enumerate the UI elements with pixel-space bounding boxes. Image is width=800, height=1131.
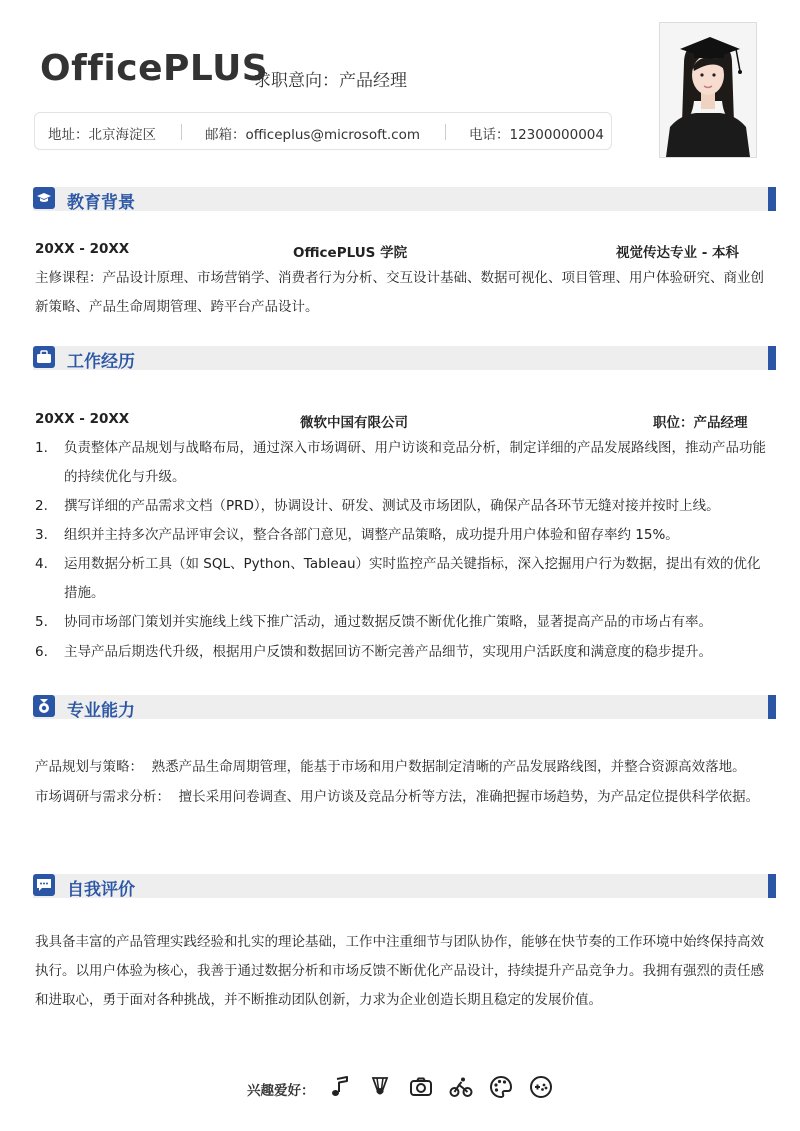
briefcase-icon [33, 346, 55, 368]
badminton-icon [368, 1075, 392, 1099]
item-text: 协同市场部门策划并实施线上线下推广活动，通过数据反馈不断优化推广策略，显著提高产品的市场占有率。 [64, 614, 712, 630]
email[interactable]: 邮箱：officeplus@microsoft.com [205, 127, 421, 143]
section-title: 专业能力 [67, 701, 135, 721]
item-number: 5. [35, 614, 48, 630]
section-marker [768, 346, 776, 370]
item-text: 主导产品后期迭代升级，根据用户反馈和数据回访不断完善产品细节，实现用户活跃度和满意度的稳步提升。 [64, 644, 712, 660]
phone: 电话：12300000004 [469, 127, 604, 143]
section-skills-header [33, 695, 776, 719]
gaming-icon [529, 1075, 553, 1099]
profile-photo [659, 22, 757, 158]
hobbies-label: 兴趣爱好： [247, 1083, 315, 1099]
contact-bar [34, 112, 612, 150]
item-number: 6. [35, 644, 48, 660]
company-name: 微软中国有限公司 [300, 415, 408, 431]
item-text: 负责整体产品规划与战略布局，通过深入市场调研、用户访谈和竞品分析，制定详细的产品发展路线图，推动产品功能的持续优化与升级。 [64, 440, 766, 485]
medal-icon [33, 695, 55, 717]
item-number: 4. [35, 556, 48, 572]
section-self-header [33, 874, 776, 898]
position: 职位：产品经理 [653, 415, 748, 431]
item-text: 撰写详细的产品需求文档（PRD），协调设计、研发、测试及市场团队，确保产品各环节无缝对接并按时上线。 [64, 498, 720, 514]
cycling-icon [449, 1075, 473, 1099]
work-period: 20XX - 20XX [35, 411, 130, 427]
section-title: 教育背景 [67, 193, 135, 213]
self-evaluation: 我具备丰富的产品管理实践经验和扎实的理论基础，工作中注重细节与团队协作，能够在快节奏的工作环境中始终保持高效执行。以用户体验为核心，我善于通过数据分析和市场反馈不断优化产品设计，持续提升产品竞争力。我拥有强烈的责任感和进取心，勇于面对各种挑战，并不断推动团队创新，力求为企业创造长期且稳定的发展价值。 [35, 934, 764, 1008]
section-marker [768, 874, 776, 898]
painting-icon [489, 1075, 513, 1099]
chat-icon [33, 874, 55, 896]
camera-icon [409, 1075, 433, 1099]
education-period: 20XX - 20XX [35, 241, 130, 257]
item-number: 2. [35, 498, 48, 514]
item-text: 运用数据分析工具（如 SQL、Python、Tableau）实时监控产品关键指标，深入挖掘用户行为数据，提出有效的优化措施。 [64, 556, 761, 601]
skill-item: 市场调研与需求分析： 擅长采用问卷调查、用户访谈及竞品分析等方法，准确把握市场趋势，为产品定位提供科学依据。 [35, 789, 760, 805]
item-text: 组织并主持多次产品评审会议，整合各部门意见，调整产品策略，成功提升用户体验和留存率约 15%。 [64, 527, 679, 543]
section-education-header [33, 187, 776, 211]
skill-item: 产品规划与策略： 熟悉产品生命周期管理，能基于市场和用户数据制定清晰的产品发展路线图，并整合资源高效落地。 [35, 759, 746, 775]
item-number: 1. [35, 440, 48, 456]
music-icon [328, 1075, 352, 1099]
graduation-cap-icon [33, 187, 55, 209]
major-degree: 视觉传达专业 - 本科 [616, 245, 740, 261]
section-marker [768, 187, 776, 211]
section-title: 自我评价 [67, 880, 135, 900]
job-intent: 求职意向：产品经理 [254, 71, 407, 91]
divider [445, 124, 446, 140]
divider [181, 124, 182, 140]
section-work-header [33, 346, 776, 370]
section-marker [768, 695, 776, 719]
item-number: 3. [35, 527, 48, 543]
courses: 主修课程：产品设计原理、市场营销学、消费者行为分析、交互设计基础、数据可视化、项目管理、用户体验研究、商业创新策略、产品生命周期管理、跨平台产品设计。 [35, 270, 764, 315]
school-name: OfficePLUS 学院 [293, 245, 408, 261]
address: 地址：北京海淀区 [48, 127, 156, 143]
section-title: 工作经历 [67, 352, 135, 372]
candidate-name: OfficePLUS [40, 48, 269, 89]
